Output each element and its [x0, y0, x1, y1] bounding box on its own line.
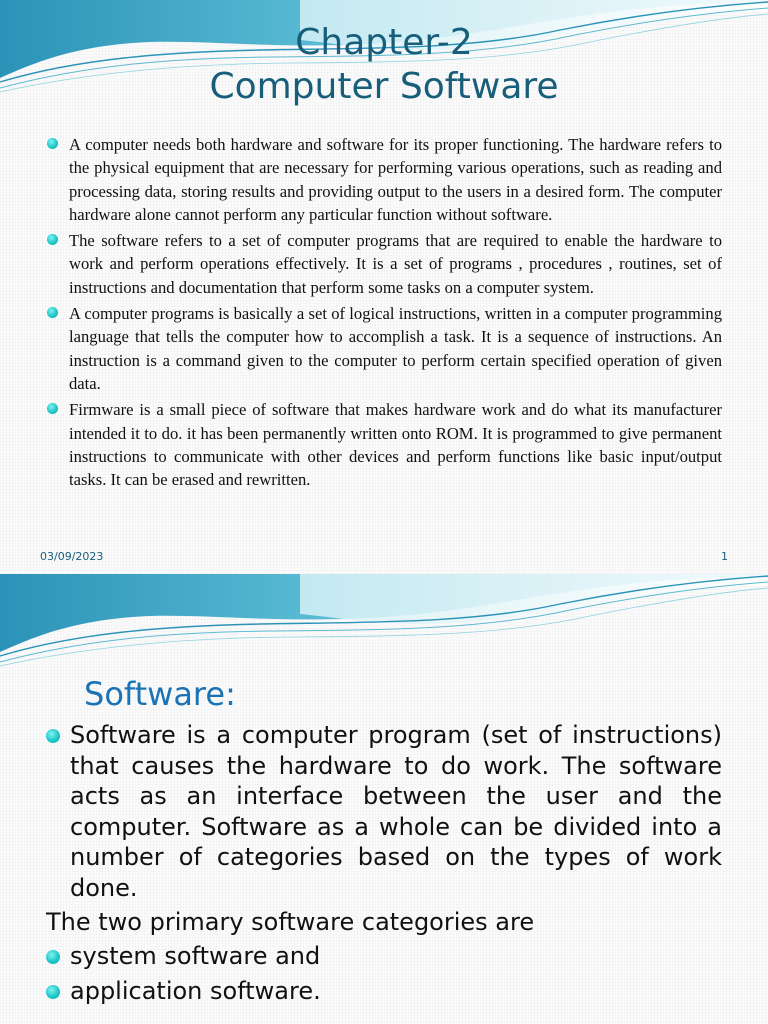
slide-body	[46, 720, 722, 1007]
teal-dot-icon	[47, 307, 58, 318]
bullet-text: Firmware is a small piece of software that makes hardware work and do what its manufacturer intended it to do. it has been permanently written onto ROM. It is programmed to give permanent instructions to communicate with other devices and perform functions like basic input/output tasks. It can be erased and rewritten.	[69, 400, 722, 490]
bullet-text: application software.	[70, 977, 321, 1005]
title-line-2: Computer Software	[209, 66, 559, 107]
bullet-item	[46, 229, 722, 299]
footer-date: 03/09/2023	[40, 550, 104, 563]
teal-dot-icon	[46, 950, 60, 964]
bullet-text: A computer programs is basically a set of logical instructions, written in a computer programming language that tells the computer how to accomplish a task. It is a sequence of instructions. An instruction is a command given to the computer to perform certain specified operation of given data.	[69, 304, 722, 393]
bullet-text: system software and	[70, 941, 321, 970]
bullet-item	[46, 133, 722, 226]
slide-title: Software:	[84, 675, 236, 713]
title-line-1: Chapter-2	[295, 22, 473, 63]
teal-dot-icon	[46, 985, 60, 999]
bullet-item	[46, 720, 722, 903]
teal-dot-icon	[46, 729, 60, 743]
teal-dot-icon	[47, 234, 58, 245]
bullet-item	[46, 398, 722, 491]
bullet-item	[46, 976, 722, 1007]
bullet-text: A computer needs both hardware and software for its proper functioning. The hardware refers to the physical equipment that are necessary for performing various operations, such as reading and processing data, storing results and providing output to the users in a desired form. The computer hardware alone cannot perform any particular function without software.	[69, 135, 722, 224]
slide-2	[0, 574, 768, 1024]
teal-dot-icon	[47, 403, 58, 414]
bullet-item	[46, 941, 722, 972]
bullet-item	[46, 302, 722, 395]
bullet-text: Software is a computer program (set of instructions) that causes the hardware to do work. The software acts as an interface between the user and the computer. Software as a whole can be divided into a number of categories based on the types of work done.	[70, 721, 722, 902]
bullet-list	[46, 133, 722, 494]
bullet-text: The software refers to a set of computer programs that are required to enable the hardware to work and perform operations effectively. It is a set of programs , procedures , routines, set of instructions and documentation that perform some tasks on a computer system.	[69, 231, 722, 297]
header-wave-decoration	[0, 574, 768, 674]
footer-page-number: 1	[721, 550, 728, 563]
teal-dot-icon	[47, 138, 58, 149]
intro-text: The two primary software categories are	[46, 908, 535, 936]
